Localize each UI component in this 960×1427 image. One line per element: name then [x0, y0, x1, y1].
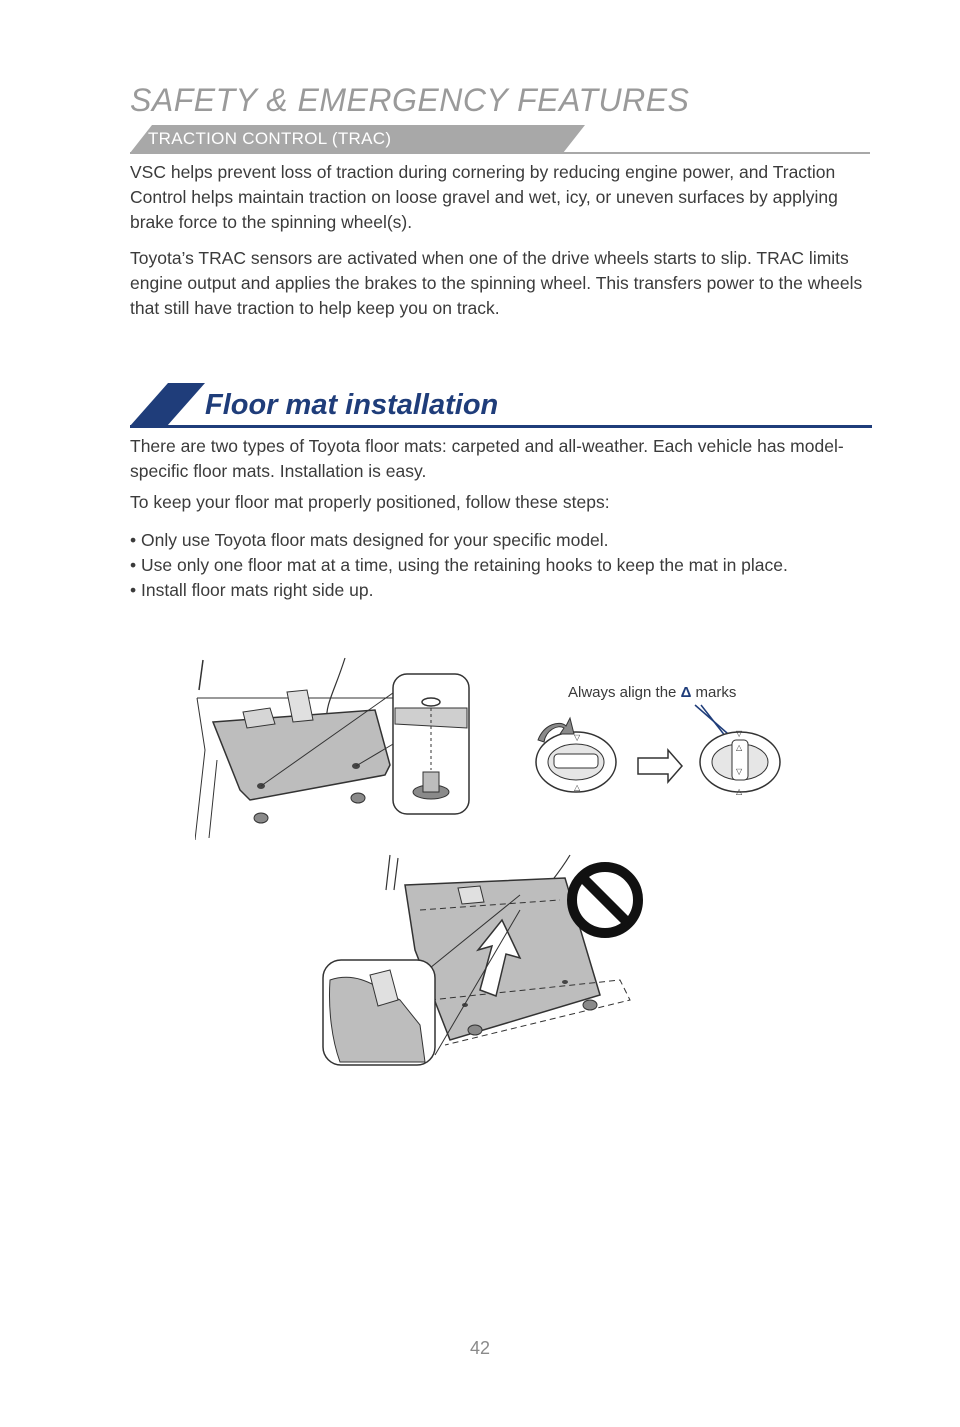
floor-mat-steps-list	[130, 528, 870, 603]
list-item: • Use only one floor mat at a time, using the retaining hooks to keep the mat in place.	[130, 555, 788, 575]
svg-text:▽: ▽	[736, 729, 743, 738]
list-item: • Install floor mats right side up.	[130, 580, 374, 600]
trac-paragraph-2: Toyota’s TRAC sensors are activated when one of the drive wheels starts to slip. TRAC limits engine output and applies the brakes to the spinning wheel. This transfers power to the wheels that still have traction to help keep you on track.	[130, 248, 863, 318]
floor-mat-hooks-illustration	[195, 650, 480, 845]
delta-symbol: Δ	[680, 684, 692, 701]
trac-paragraph-1: VSC helps prevent loss of traction during cornering by reducing engine power, and Traction Control helps maintain traction on loose gravel and wet, icy, or uneven surfaces by applying brake force to the spinning wheel(s).	[130, 162, 838, 232]
subsection-tab	[130, 125, 585, 153]
floor-mat-heading: Floor mat installation	[205, 389, 499, 421]
hook-lock-rotate-illustration	[530, 700, 790, 810]
floor-mat-intro: There are two types of Toyota floor mats: carpeted and all-weather. Each vehicle has model-specific floor mats. Installation is easy.	[130, 436, 844, 481]
svg-text:△: △	[736, 787, 743, 796]
svg-text:△: △	[736, 743, 743, 752]
svg-text:▽: ▽	[736, 767, 743, 776]
align-marks-callout	[568, 684, 736, 701]
list-item: • Only use Toyota floor mats designed for your specific model.	[130, 530, 609, 550]
callout-suffix: marks	[695, 684, 737, 701]
floor-mat-heading-block	[130, 383, 872, 429]
callout-prefix: Always align the	[568, 684, 677, 701]
prohibited-icon	[565, 860, 645, 940]
subsection-tab-label: TRACTION CONTROL (TRAC)	[148, 129, 392, 148]
svg-text:▽: ▽	[574, 733, 581, 742]
page-number: 42	[469, 1338, 491, 1358]
svg-text:△: △	[574, 783, 581, 792]
section-title: SAFETY & EMERGENCY FEATURES	[130, 82, 690, 118]
heading-rule	[130, 425, 872, 428]
section-divider	[130, 152, 870, 154]
floor-mat-steps-intro: To keep your floor mat properly positioned, follow these steps:	[130, 492, 610, 512]
